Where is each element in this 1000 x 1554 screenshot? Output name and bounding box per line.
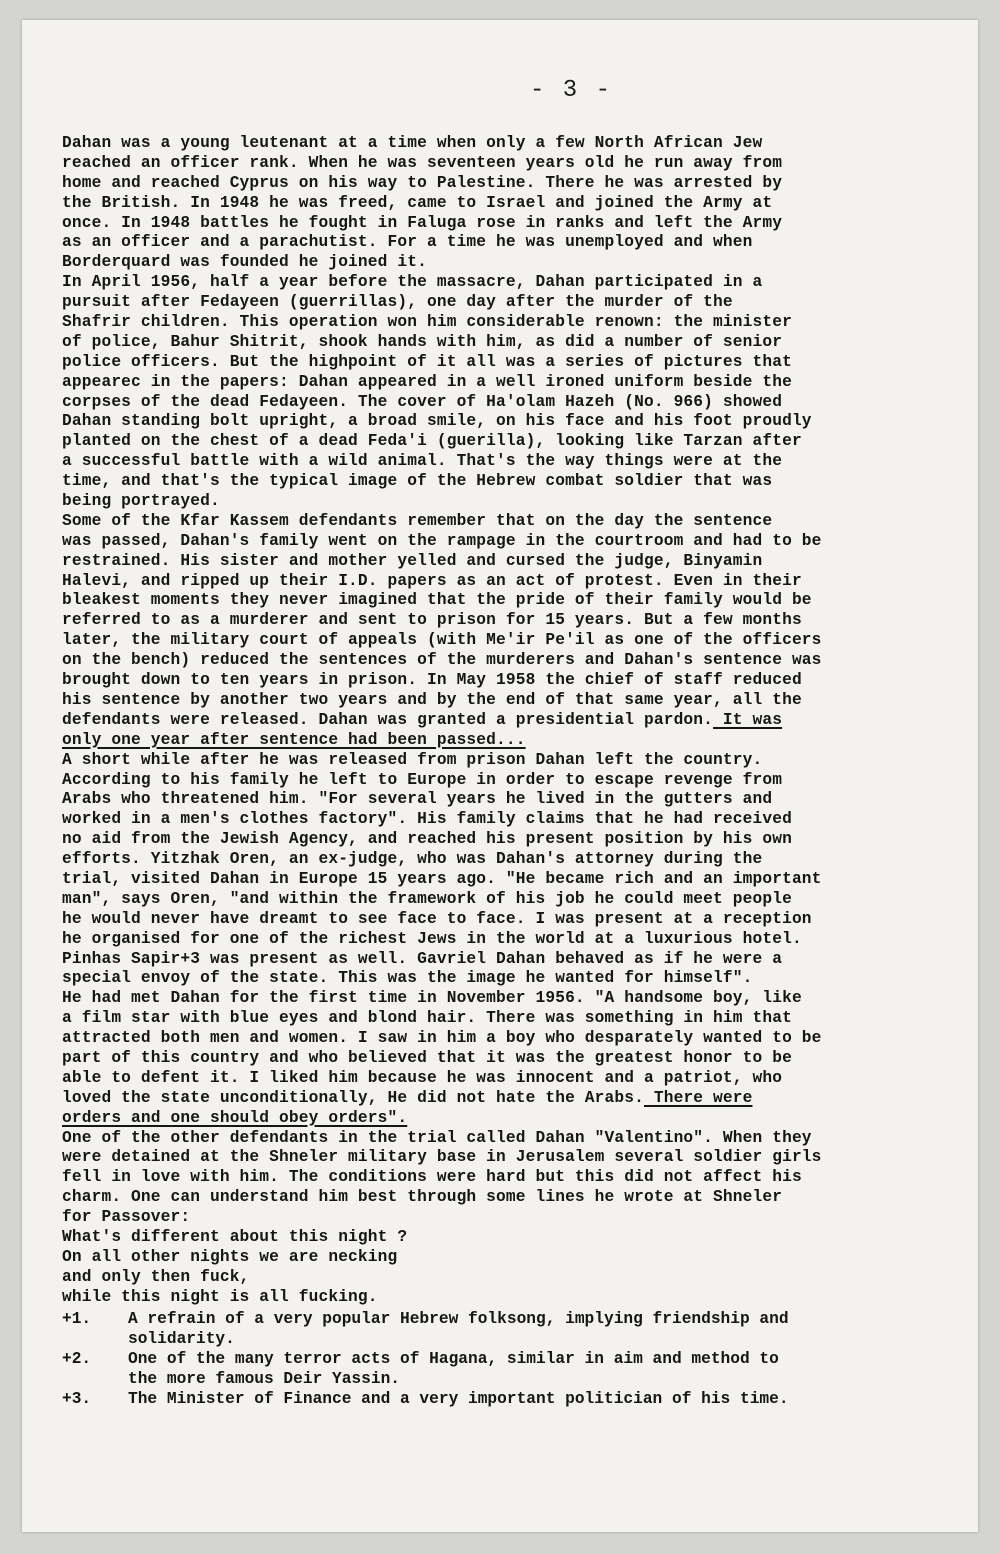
text-line: brought down to ten years in prison. In May 1958 the chief of staff reduced	[62, 671, 802, 690]
text-line: appearec in the papers: Dahan appeared in a well ironed uniform beside the	[62, 372, 792, 391]
text-line: a successful battle with a wild animal. That's the way things were at the	[62, 452, 783, 471]
footnote-text: A refrain of a very popular Hebrew folksong, implying friendship and solidarity.	[128, 1310, 789, 1348]
text-line	[62, 1109, 962, 1129]
poem-line: What's different about this night ?	[62, 1227, 408, 1246]
underlined-text: only one year after sentence had been passed...	[62, 730, 526, 749]
text-line: He had met Dahan for the first time in November 1956. "A handsome boy, like	[62, 989, 802, 1008]
text-line: reached an officer rank. When he was seventeen years old he run away from	[62, 153, 783, 172]
text-line-start: loved the state unconditionally, He did not hate the Arabs.	[62, 1088, 644, 1107]
text-line: a film star with blue eyes and blond hair. There was something in him that	[62, 1009, 792, 1028]
page-number: - 3 -	[530, 77, 613, 104]
poem-line: and only then fuck,	[62, 1267, 250, 1286]
text-line: special envoy of the state. This was the image he wanted for himself".	[62, 969, 753, 988]
text-line	[62, 711, 962, 731]
text-line: he organised for one of the richest Jews in the world at a luxurious hotel.	[62, 929, 802, 948]
footnote	[62, 1310, 962, 1350]
text-line: efforts. Yitzhak Oren, an ex-judge, who was Dahan's attorney during the	[62, 850, 763, 869]
underlined-text: There were	[643, 1088, 753, 1107]
text-line: According to his family he left to Europe in order to escape revenge from	[62, 770, 783, 789]
text-line: part of this country and who believed that it was the greatest honor to be	[62, 1048, 792, 1067]
footnote	[62, 1350, 962, 1390]
text-line: man", says Oren, "and within the framework of his job he could meet people	[62, 889, 792, 908]
text-line: fell in love with him. The conditions were hard but this did not affect his	[62, 1168, 802, 1187]
text-line: referred to as a murderer and sent to prison for 15 years. But a few months	[62, 611, 802, 630]
text-line	[62, 1089, 962, 1109]
footnote-mark: +2.	[62, 1349, 92, 1368]
text-line: able to defent it. I liked him because he was innocent and a patriot, who	[62, 1068, 783, 1087]
paragraph	[62, 989, 962, 1128]
text-line: worked in a men's clothes factory". His family claims that he had received	[62, 810, 792, 829]
text-line: Some of the Kfar Kassem defendants remember that on the day the sentence	[62, 511, 773, 530]
footnote-text: One of the many terror acts of Hagana, similar in aim and method to the more famous Deir Yassin.	[128, 1349, 779, 1388]
text-line: no aid from the Jewish Agency, and reached his present position by his own	[62, 830, 792, 849]
paragraph	[62, 273, 962, 512]
text-line: Dahan was a young leutenant at a time when only a few North African Jew	[62, 134, 763, 152]
text-line: charm. One can understand him best through some lines he wrote at Shneler	[62, 1188, 783, 1207]
text-line: trial, visited Dahan in Europe 15 years ago. "He became rich and an important	[62, 869, 822, 888]
text-line: Arabs who threatened him. "For several years he lived in the gutters and	[62, 790, 773, 809]
text-line: he would never have dreamt to see face to face. I was present at a reception	[62, 909, 812, 928]
paragraph	[62, 134, 962, 273]
text-line: corpses of the dead Fedayeen. The cover of Ha'olam Hazeh (No. 966) showed	[62, 392, 783, 411]
text-line: of police, Bahur Shitrit, shook hands with him, as did a number of senior	[62, 332, 783, 351]
text-line: planted on the chest of a dead Feda'i (guerilla), looking like Tarzan after	[62, 432, 802, 451]
underlined-text: It was	[713, 710, 783, 729]
text-line: Borderquard was founded he joined it.	[62, 253, 427, 272]
text-line: being portrayed.	[62, 492, 220, 511]
poem-line: On all other nights we are necking	[62, 1247, 398, 1266]
text-line	[62, 731, 962, 751]
text-line: pursuit after Fedayeen (guerrillas), one day after the murder of the	[62, 293, 733, 312]
footnote-text: The Minister of Finance and a very important politician of his time.	[128, 1389, 789, 1408]
text-line: restrained. His sister and mother yelled and cursed the judge, Binyamin	[62, 551, 763, 570]
text-line: as an officer and a parachutist. For a time he was unemployed and when	[62, 233, 753, 252]
text-line: once. In 1948 battles he fought in Faluga rose in ranks and left the Army	[62, 213, 783, 232]
footnote	[62, 1390, 962, 1410]
text-line-start: defendants were released. Dahan was granted a presidential pardon.	[62, 710, 714, 729]
text-line: later, the military court of appeals (with Me'ir Pe'il as one of the officers	[62, 631, 822, 650]
footnote-mark: +1.	[62, 1310, 92, 1328]
text-line: Pinhas Sapir+3 was present as well. Gavriel Dahan behaved as if he were a	[62, 949, 783, 968]
text-line: attracted both men and women. I saw in him a boy who desparately wanted to be	[62, 1029, 822, 1048]
text-line: Dahan standing bolt upright, a broad smile, on his face and his foot proudly	[62, 412, 812, 431]
text-line: on the bench) reduced the sentences of the murderers and Dahan's sentence was	[62, 651, 822, 670]
poem-line: while this night is all fucking.	[62, 1287, 378, 1306]
footnotes	[62, 1310, 962, 1410]
text-line: the British. In 1948 he was freed, came to Israel and joined the Army at	[62, 193, 773, 212]
text-line: bleakest moments they never imagined that the pride of their family would be	[62, 591, 812, 610]
text-line: Halevi, and ripped up their I.D. papers as an act of protest. Even in their	[62, 571, 802, 590]
underlined-text: orders and one should obey orders".	[62, 1108, 408, 1127]
paragraph	[62, 751, 962, 990]
text-line: A short while after he was released from prison Dahan left the country.	[62, 750, 763, 769]
body-text	[62, 134, 962, 1308]
text-line: In April 1956, half a year before the massacre, Dahan participated in a	[62, 273, 763, 292]
text-line: Shafrir children. This operation won him considerable renown: the minister	[62, 313, 792, 332]
text-line: were detained at the Shneler military base in Jerusalem several soldier girls	[62, 1148, 822, 1167]
text-line: One of the other defendants in the trial called Dahan "Valentino". When they	[62, 1128, 812, 1147]
paragraph	[62, 1129, 962, 1308]
text-line: home and reached Cyprus on his way to Palestine. There he was arrested by	[62, 173, 783, 192]
text-line: police officers. But the highpoint of it all was a series of pictures that	[62, 352, 792, 371]
footnote-mark: +3.	[62, 1389, 92, 1408]
text-line: was passed, Dahan's family went on the rampage in the courtroom and had to be	[62, 531, 822, 550]
paragraph	[62, 512, 962, 751]
text-line: his sentence by another two years and by the end of that same year, all the	[62, 690, 802, 709]
text-line: time, and that's the typical image of the Hebrew combat soldier that was	[62, 472, 773, 491]
text-line: for Passover:	[62, 1208, 191, 1227]
